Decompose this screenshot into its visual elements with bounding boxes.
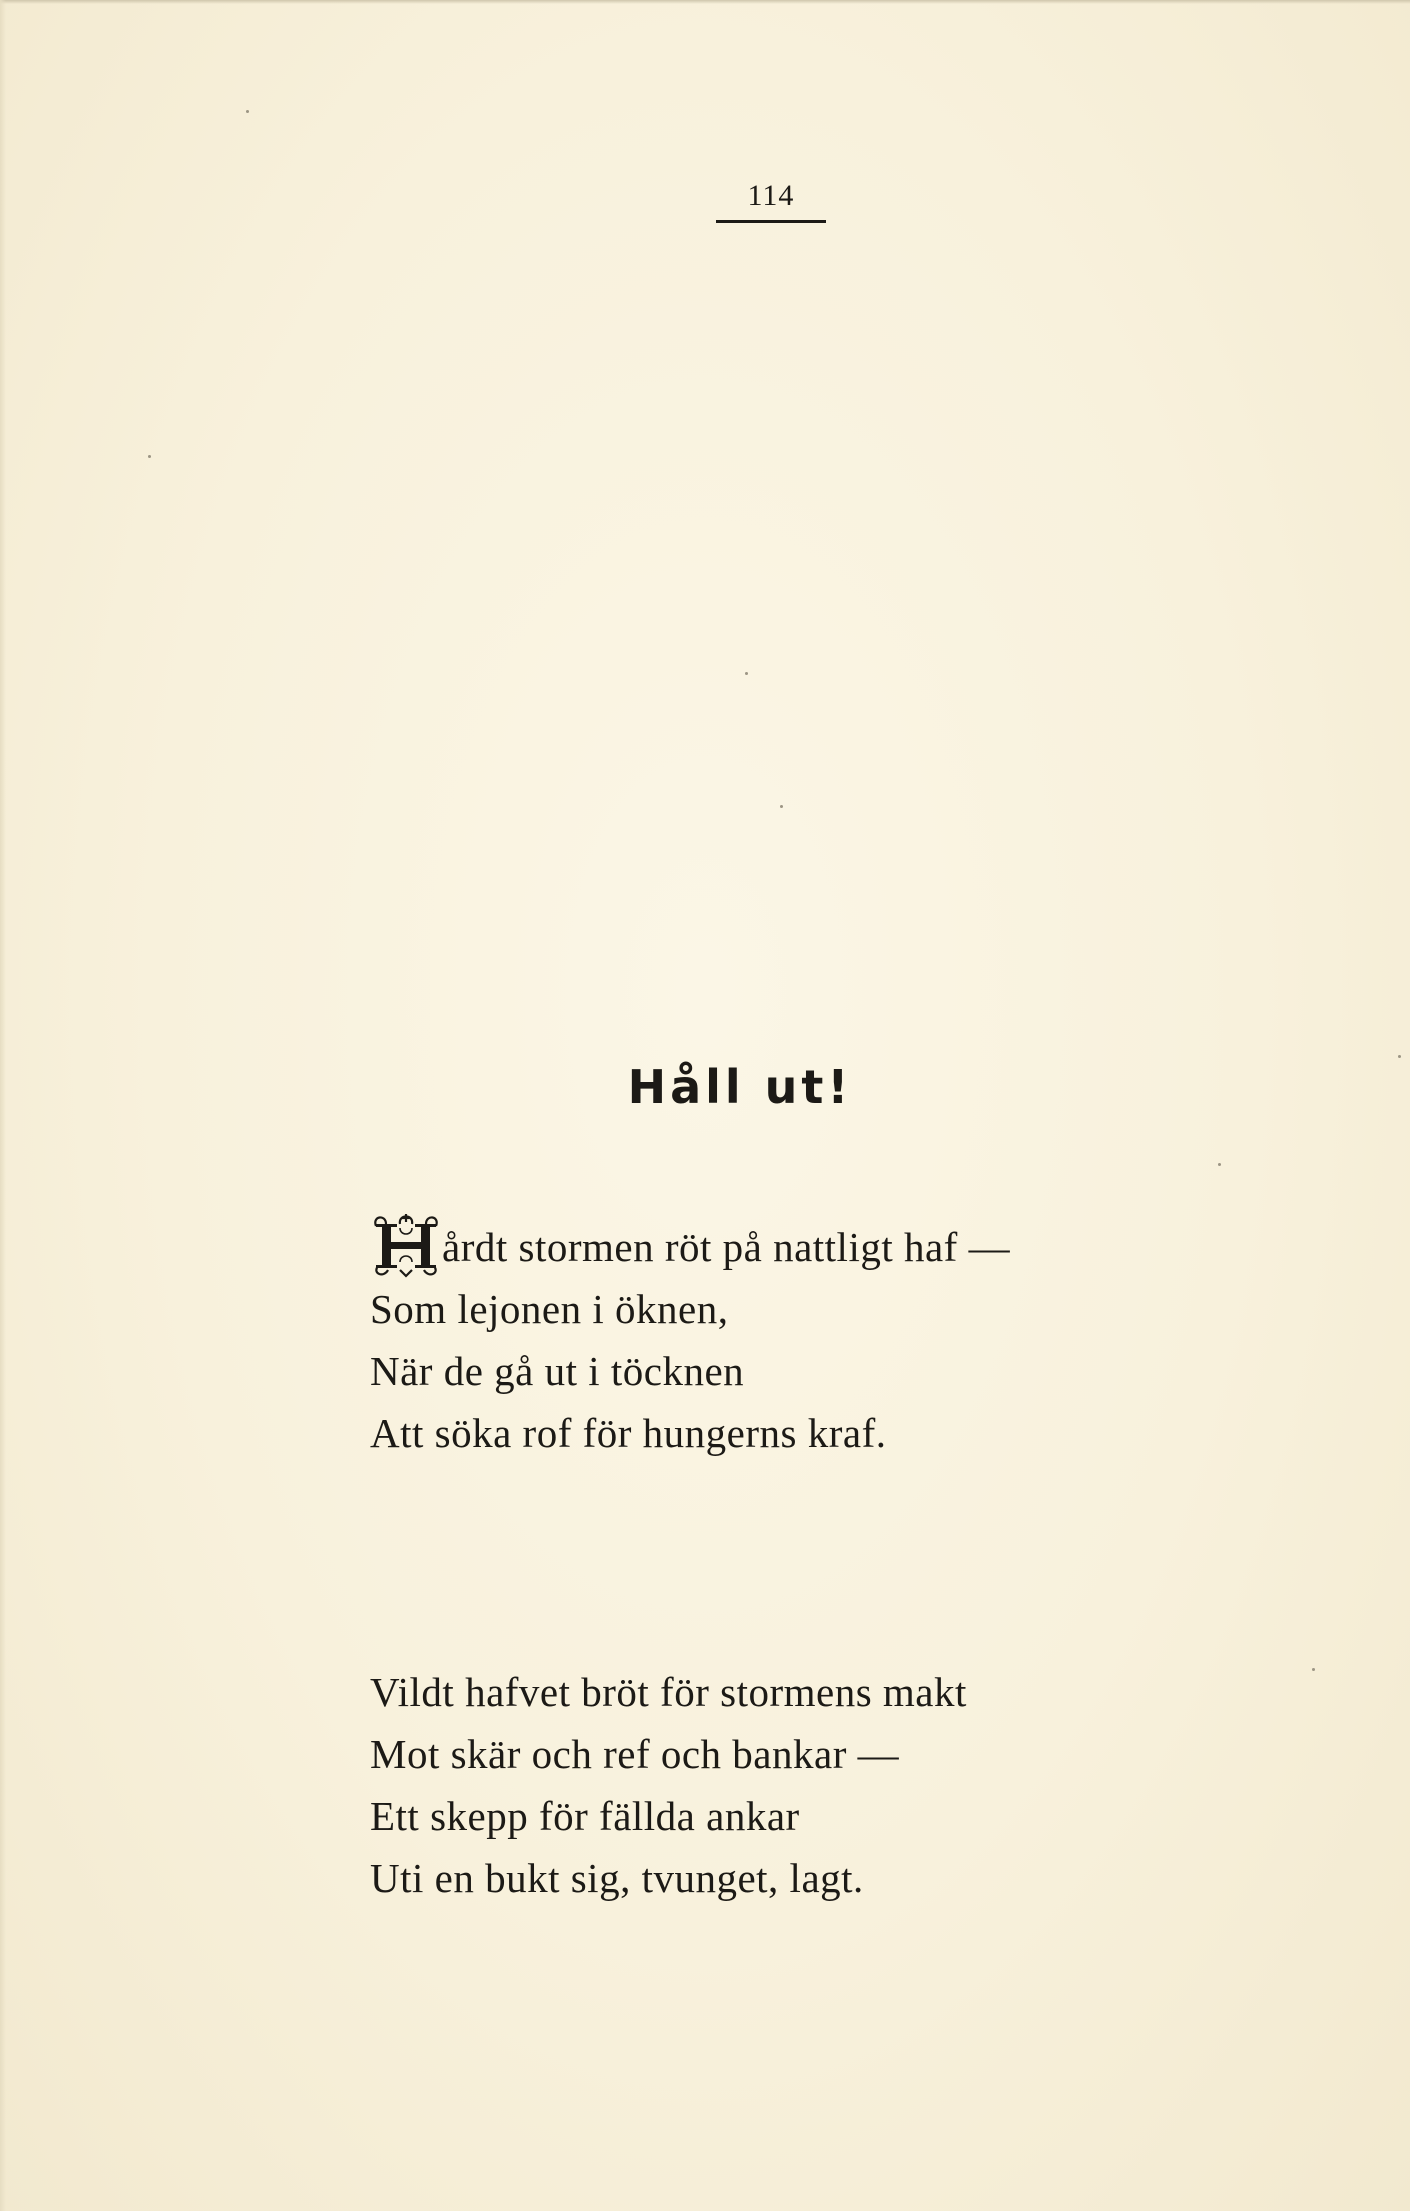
ornamental-drop-cap-h <box>370 1212 442 1274</box>
page-number-underline <box>716 220 826 223</box>
paper-speck <box>780 805 783 808</box>
page-number: 114 <box>747 179 795 212</box>
stanza-2-line-3: Ett skepp för fällda ankar <box>370 1793 800 1839</box>
stanza-2-line-1: Vildt hafvet bröt för stormens makt <box>370 1669 967 1715</box>
page-top-edge <box>0 0 1410 4</box>
stanza-2 <box>370 1661 967 1909</box>
paper-speck <box>148 455 151 458</box>
poem-title: Håll ut! <box>627 1060 853 1114</box>
stanza-2-line-2: Mot skär och ref och bankar — <box>370 1731 900 1777</box>
stanza-1-line-2: Som lejonen i öknen, <box>370 1286 729 1332</box>
stanza-1 <box>370 1216 1010 1464</box>
page-left-edge <box>0 0 6 2211</box>
paper-speck <box>246 110 249 113</box>
stanza-1-line-1-text: årdt stormen röt på nattligt haf — <box>442 1224 1011 1270</box>
stanza-1-line-4: Att söka rof för hungerns kraf. <box>370 1410 887 1456</box>
paper-speck <box>1218 1163 1221 1166</box>
stanza-2-line-4: Uti en bukt sig, tvunget, lagt. <box>370 1855 864 1901</box>
paper-speck <box>745 672 748 675</box>
stanza-1-line-3: När de gå ut i töcknen <box>370 1348 745 1394</box>
paper-speck <box>1398 1055 1401 1058</box>
stanza-1-line-1 <box>370 1216 1010 1278</box>
paper-speck <box>1312 1668 1315 1671</box>
